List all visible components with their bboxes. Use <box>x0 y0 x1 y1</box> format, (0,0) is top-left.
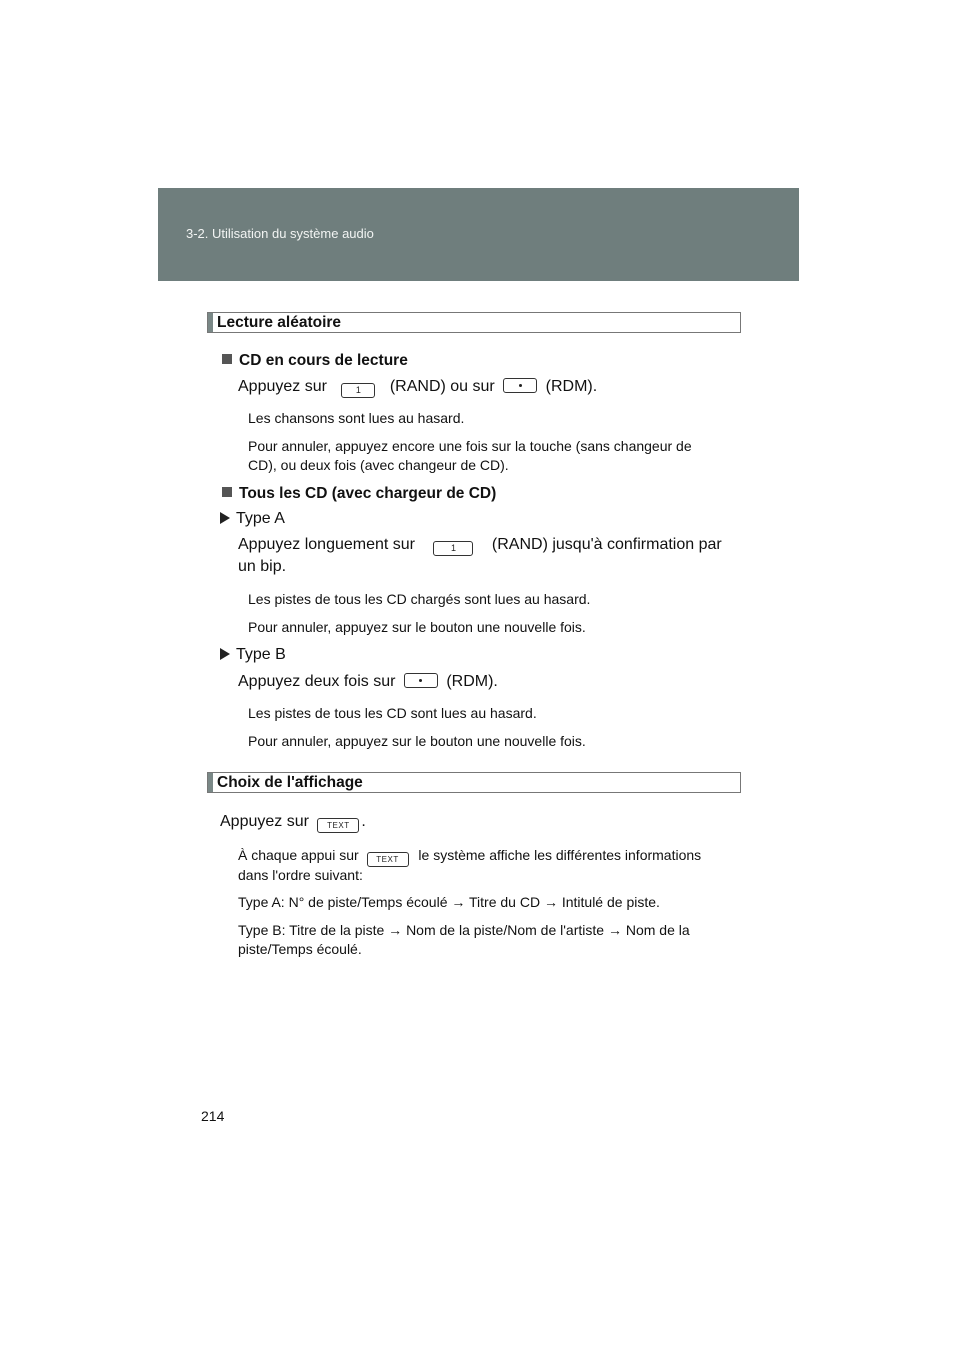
triangle-bullet-icon <box>220 512 230 524</box>
chapter-header <box>158 188 799 281</box>
note-text: À chaque appui sur TEXT le système affiche les différentes informations <box>238 847 701 867</box>
page-number: 214 <box>201 1108 225 1124</box>
note-text: piste/Temps écoulé. <box>238 941 362 957</box>
instruction-line: Appuyez sur TEXT . <box>220 813 366 833</box>
type-a-label: Type A <box>220 510 285 528</box>
note-text: Pour annuler, appuyez encore une fois sur la touche (sans changeur de <box>248 438 692 454</box>
note-text: Pour annuler, appuyez sur le bouton une nouvelle fois. <box>248 733 586 749</box>
triangle-bullet-icon <box>220 648 230 660</box>
instruction-line: Appuyez deux fois sur (RDM). <box>238 673 498 690</box>
note-text: Les chansons sont lues au hasard. <box>248 410 465 426</box>
subheading-cd-playing: CD en cours de lecture <box>222 352 408 370</box>
seek-dot-button-icon <box>404 673 438 688</box>
type-b-label: Type B <box>220 646 286 664</box>
note-text: Type B: Titre de la piste → Nom de la piste/Nom de l'artiste → Nom de la <box>238 922 690 938</box>
note-text: Les pistes de tous les CD sont lues au hasard. <box>248 705 537 721</box>
text-button-icon: TEXT <box>367 852 409 867</box>
note-text: Type A: N° de piste/Temps écoulé → Titre du CD → Intitulé de piste. <box>238 894 660 910</box>
instruction-line: Appuyez sur 1 (RAND) ou sur (RDM). <box>238 378 597 398</box>
instruction-line: Appuyez longuement sur 1 (RAND) jusqu'à confirmation par <box>238 536 722 556</box>
breadcrumb: 3-2. Utilisation du système audio <box>186 226 374 241</box>
section-title-bar <box>207 312 741 333</box>
square-bullet-icon <box>222 487 232 497</box>
button-1-icon: 1 <box>433 541 473 556</box>
note-text: CD), ou deux fois (avec changeur de CD). <box>248 457 509 473</box>
note-text: Les pistes de tous les CD chargés sont lues au hasard. <box>248 591 591 607</box>
square-bullet-icon <box>222 354 232 364</box>
instruction-line: un bip. <box>238 558 287 575</box>
seek-dot-button-icon <box>503 378 537 393</box>
note-text: dans l'ordre suivant: <box>238 867 363 883</box>
button-1-icon: 1 <box>341 383 375 398</box>
subheading-all-cds: Tous les CD (avec chargeur de CD) <box>222 485 496 503</box>
section-title: Lecture aléatoire <box>217 314 342 331</box>
text-button-icon: TEXT <box>317 818 359 833</box>
note-text: Pour annuler, appuyez sur le bouton une nouvelle fois. <box>248 619 586 635</box>
section-title-bar <box>207 772 741 793</box>
section-title: Choix de l'affichage <box>217 774 363 791</box>
